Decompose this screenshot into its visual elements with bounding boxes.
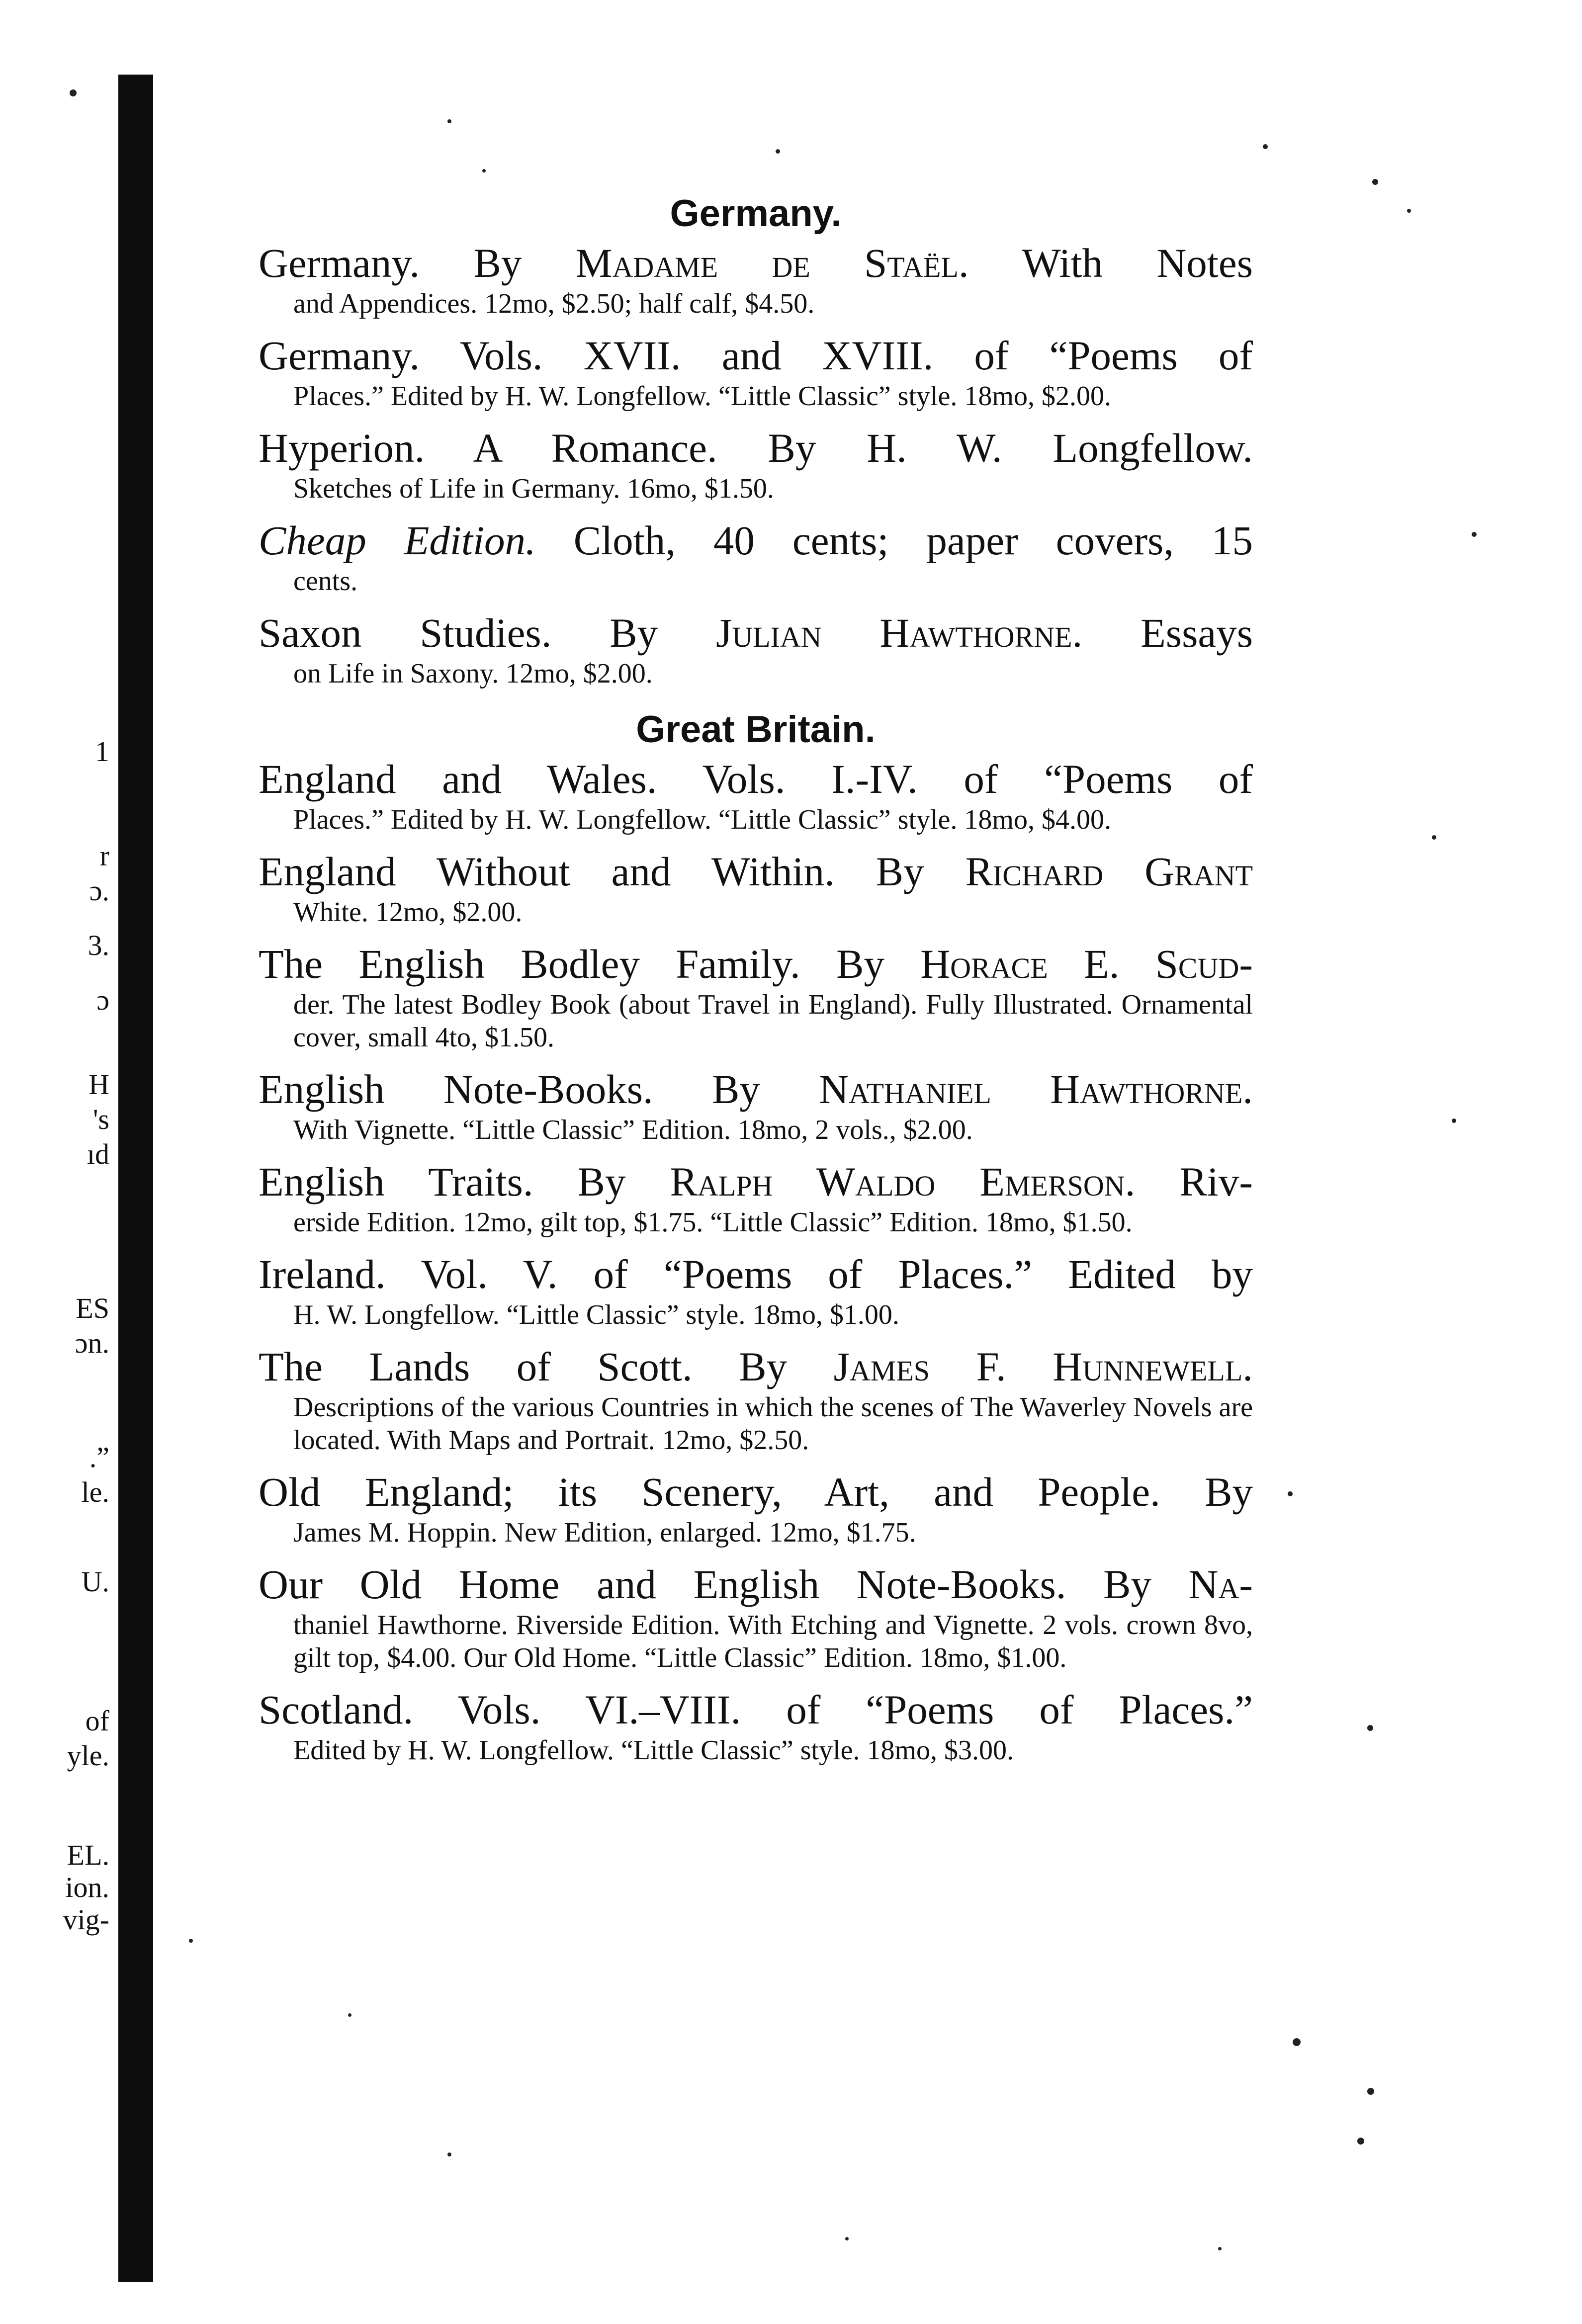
catalogue-entry — [259, 1157, 1253, 1239]
entry-details: erside Edition. 12mo, gilt top, $1.75. “Little Classic” Edition. 18mo, $1.50. — [293, 1207, 1133, 1238]
scan-speck — [189, 1939, 193, 1943]
entry-title: Germany. — [259, 333, 420, 378]
scan-speck — [1432, 835, 1436, 840]
catalogue-page — [259, 189, 1253, 1778]
entry-title: Saxon Studies. — [259, 610, 552, 656]
entry-by: By — [1205, 1469, 1253, 1515]
scan-speck — [1372, 179, 1378, 185]
scan-speck — [447, 2152, 451, 2156]
facing-page-fragments — [0, 0, 119, 2324]
entry-title-line — [259, 1065, 1253, 1114]
scan-speck — [1263, 144, 1268, 149]
margin-fragment: EL. — [67, 1839, 109, 1871]
section-germany — [259, 189, 1253, 690]
entry-by: By — [577, 1159, 626, 1205]
entry-title-rest: Cloth, 40 cents; paper covers, 15 — [573, 517, 1253, 563]
entry-details: Places.” Edited by H. W. Longfellow. “Little Classic” style. 18mo, $4.00. — [293, 804, 1111, 835]
entry-details: H. W. Longfellow. “Little Classic” style. 18mo, $1.00. — [293, 1299, 899, 1330]
entry-details: White. 12mo, $2.00. — [293, 897, 523, 928]
entry-title-line — [259, 755, 1253, 803]
entry-title: England Without and Within. — [259, 849, 835, 894]
margin-fragment: .” — [89, 1442, 109, 1473]
entry-details: Descriptions of the various Countries in which the scenes of The Waverley Novels are located. With Maps and Portrait. 12mo, $2.50. — [293, 1392, 1253, 1456]
entry-title: English Note-Books. — [259, 1066, 653, 1112]
entry-title: Hyperion. — [259, 425, 425, 471]
binding-spine — [118, 75, 153, 2282]
scan-speck — [482, 169, 486, 172]
entry-title-line — [259, 424, 1253, 472]
scan-speck — [1407, 209, 1411, 213]
entry-title: The English Bodley Family. — [259, 941, 800, 987]
entry-title: Cheap Edition. — [259, 517, 536, 563]
entry-title-line — [259, 331, 1253, 380]
catalogue-entry — [259, 1685, 1253, 1767]
margin-fragment: ES — [76, 1292, 109, 1324]
scan-speck — [1288, 1491, 1293, 1496]
entry-title-line — [259, 1157, 1253, 1206]
entry-by: By — [739, 1344, 788, 1389]
scan-speck — [447, 119, 451, 123]
scan-speck — [1357, 2138, 1364, 2145]
entry-title: Scotland. — [259, 1687, 414, 1732]
entry-title-rest: Riv- — [1179, 1159, 1253, 1205]
entry-title: Our Old Home and English Note-Books. — [259, 1561, 1066, 1607]
entry-author: Na- — [1188, 1561, 1253, 1607]
entry-title-line — [259, 1342, 1253, 1391]
entry-title-line — [259, 1685, 1253, 1734]
scan-speck — [1367, 2088, 1374, 2095]
scan-speck — [1367, 1725, 1373, 1731]
entry-details: cents. — [293, 566, 358, 597]
entry-by: By — [473, 240, 522, 286]
scan-speck — [1472, 532, 1477, 537]
margin-fragment: ıd — [87, 1138, 109, 1170]
entry-title-line — [259, 608, 1253, 657]
scan-speck — [1218, 2247, 1222, 2250]
margin-fragment: 's — [92, 1104, 109, 1135]
entry-details: Sketches of Life in Germany. 16mo, $1.50. — [293, 473, 774, 504]
entry-author: Julian Hawthorne. — [715, 610, 1083, 656]
catalogue-entry — [259, 847, 1253, 929]
catalogue-entry — [259, 239, 1253, 320]
entry-title-rest: With Notes — [1022, 240, 1253, 286]
catalogue-entry — [259, 1250, 1253, 1331]
margin-fragment: ɔn. — [75, 1327, 109, 1359]
margin-fragment: ɔ — [96, 984, 109, 1016]
entry-author: James F. Hunnewell. — [833, 1344, 1253, 1389]
margin-fragment: ion. — [65, 1872, 109, 1903]
catalogue-entry — [259, 1342, 1253, 1457]
section-heading: Great Britain. — [636, 708, 876, 751]
entry-details: With Vignette. “Little Classic” Edition. 18mo, 2 vols., $2.00. — [293, 1115, 973, 1145]
catalogue-entry — [259, 755, 1253, 836]
entry-title-rest: Essays — [1141, 610, 1253, 656]
entry-author: Nathaniel Hawthorne. — [819, 1066, 1253, 1112]
entry-details: der. The latest Bodley Book (about Travel in England). Fully Illustrated. Ornamental cover, small 4to, $1.50. — [293, 989, 1253, 1053]
entry-details: Places.” Edited by H. W. Longfellow. “Little Classic” style. 18mo, $2.00. — [293, 381, 1111, 412]
catalogue-entry — [259, 1560, 1253, 1674]
margin-fragment: 1 — [95, 736, 109, 768]
entry-author: Horace E. Scud- — [920, 941, 1253, 987]
margin-fragment: 3. — [88, 930, 109, 961]
entry-by: By — [610, 610, 658, 656]
entry-title-line — [259, 1560, 1253, 1609]
margin-fragment: ɔ. — [89, 875, 109, 907]
entry-title: England and Wales. — [259, 756, 657, 802]
entry-details: on Life in Saxony. 12mo, $2.00. — [293, 658, 653, 689]
entry-title: Germany. — [259, 240, 420, 286]
entry-title: Old England; its Scenery, Art, and People. — [259, 1469, 1160, 1515]
scan-speck — [1293, 2038, 1301, 2046]
entry-details: thaniel Hawthorne. Riverside Edition. With Etching and Vignette. 2 vols. crown 8vo, gilt top, $4.00. Our Old Home. “Little Classic” Edition. 18mo, $1.00. — [293, 1610, 1253, 1673]
margin-fragment: yle. — [67, 1740, 109, 1772]
entry-title-line — [259, 1467, 1253, 1516]
entry-by: By — [836, 941, 884, 987]
entry-title-line — [259, 516, 1253, 565]
scan-speck — [845, 2237, 849, 2240]
scan-speck — [348, 2013, 352, 2017]
catalogue-entry — [259, 331, 1253, 413]
entry-title-rest: A Romance. By H. W. Longfellow. — [473, 425, 1253, 471]
entry-title-line — [259, 847, 1253, 896]
entry-by: By — [1103, 1561, 1151, 1607]
entry-by: By — [712, 1066, 760, 1112]
entry-by: By — [876, 849, 924, 894]
scan-speck — [776, 149, 780, 154]
margin-fragment: of — [85, 1705, 109, 1737]
entry-title: English Traits. — [259, 1159, 533, 1205]
entry-title-line — [259, 239, 1253, 287]
catalogue-entry — [259, 608, 1253, 690]
scan-speck — [1452, 1119, 1456, 1123]
entry-title-rest: Vols. I.-IV. of “Poems of — [702, 756, 1253, 802]
entry-author: Madame de Staël. — [575, 240, 969, 286]
entry-author: Richard Grant — [965, 849, 1253, 894]
margin-fragment: H — [88, 1069, 109, 1101]
margin-fragment: U. — [81, 1566, 109, 1598]
entry-title-rest: Vols. XVII. and XVIII. of “Poems of — [459, 333, 1253, 378]
catalogue-entry — [259, 516, 1253, 598]
section-great-britain — [259, 705, 1253, 1767]
margin-fragment: r — [99, 840, 109, 872]
entry-author: Ralph Waldo Emerson. — [670, 1159, 1136, 1205]
entry-details: James M. Hoppin. New Edition, enlarged. 12mo, $1.75. — [293, 1517, 916, 1548]
entry-details: and Appendices. 12mo, $2.50; half calf, $4.50. — [293, 288, 815, 319]
entry-title: Ireland. — [259, 1251, 386, 1297]
catalogue-entry — [259, 424, 1253, 505]
scan-speck — [70, 89, 77, 96]
entry-title-line — [259, 940, 1253, 988]
section-heading: Germany. — [670, 192, 842, 235]
entry-title: The Lands of Scott. — [259, 1344, 693, 1389]
catalogue-entry — [259, 1467, 1253, 1549]
catalogue-entry — [259, 940, 1253, 1054]
margin-fragment: le. — [81, 1476, 109, 1508]
entry-details: Edited by H. W. Longfellow. “Little Classic” style. 18mo, $3.00. — [293, 1735, 1014, 1766]
entry-title-line — [259, 1250, 1253, 1298]
entry-title-rest: Vol. V. of “Poems of Places.” Edited by — [421, 1251, 1253, 1297]
catalogue-entry — [259, 1065, 1253, 1146]
entry-title-rest: Vols. VI.–VIII. of “Poems of Places.” — [457, 1687, 1253, 1732]
margin-fragment: vig- — [63, 1904, 109, 1936]
